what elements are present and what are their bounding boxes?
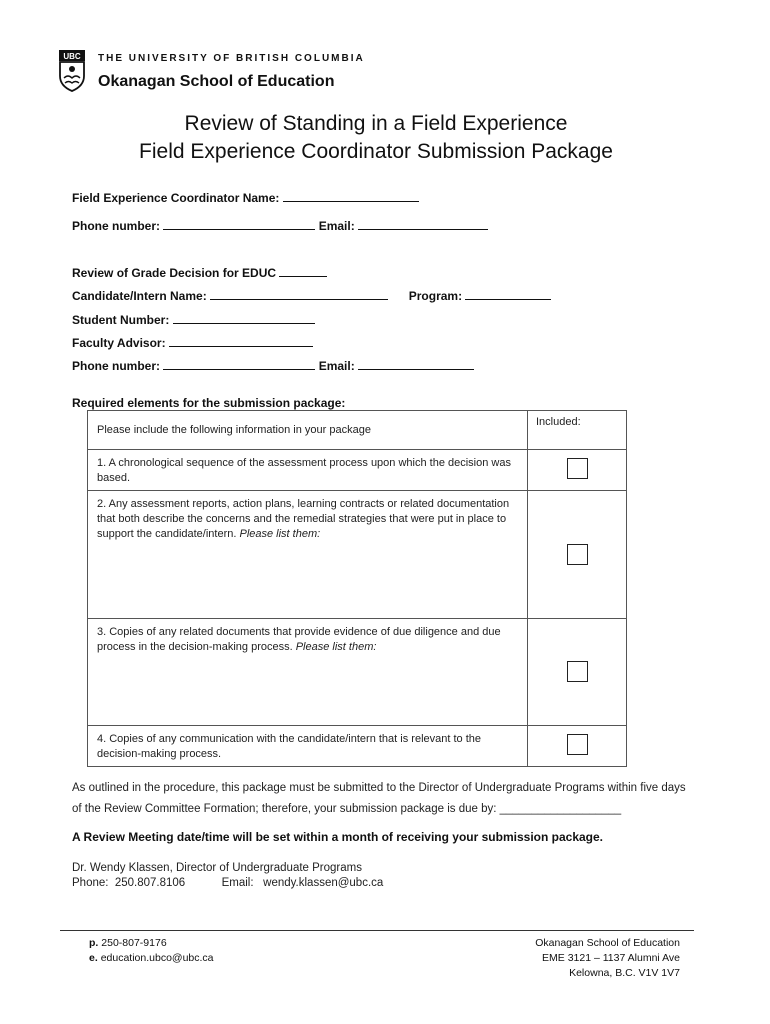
page-title: Review of Standing in a Field Experience [184,112,568,135]
table-row [88,491,627,619]
svg-text:UBC: UBC [63,52,81,61]
coordinator-phone-row [72,217,488,233]
included-checkbox-1[interactable] [567,458,588,479]
candidate-name-label: Candidate/Intern Name: [72,289,207,303]
advisor-phone-label: Phone number: [72,359,161,373]
grade-decision-row [72,264,327,280]
address-line-1: Okanagan School of Education [535,937,680,949]
included-column-header: Included: [528,411,627,450]
school-name: Okanagan School of Education [98,73,335,90]
item-text: 2. Any assessment reports, action plans, learning contracts or related documentation that both describe the concerns and the remedial strategies that were put in place to support the candidate/intern. Please list them: [88,491,528,619]
advisor-email-field[interactable] [358,357,474,370]
grade-decision-label: Review of Grade Decision for EDUC [72,266,277,280]
footer-phone: 250-807-9176 [101,937,167,949]
included-checkbox-2[interactable] [567,544,588,565]
advisor-phone-field[interactable] [163,357,315,370]
student-number-field[interactable] [173,311,315,324]
program-field[interactable] [465,287,551,300]
required-elements-table [87,410,627,767]
coordinator-name-field[interactable] [283,189,419,202]
director-phone-label: Phone: [72,877,109,889]
item-text: 3. Copies of any related documents that provide evidence of due diligence and due process in the decision-making process. Please list them: [88,619,528,726]
coordinator-email-field[interactable] [358,217,488,230]
required-elements-heading: Required elements for the submission package: [72,396,346,410]
candidate-row [72,287,551,303]
footer-email[interactable]: education.ubco@ubc.ca [100,952,214,964]
advisor-phone-row [72,357,474,373]
director-contact [72,861,383,891]
director-phone: 250.807.8106 [114,877,186,889]
director-email[interactable]: wendy.klassen@ubc.ca [263,877,384,889]
included-checkbox-3[interactable] [567,661,588,682]
faculty-advisor-field[interactable] [169,334,313,347]
ubc-crest-logo [59,50,85,92]
page-subtitle: Field Experience Coordinator Submission Package [139,140,613,163]
submission-note: As outlined in the procedure, this package must be submitted to the Director of Undergraduate Programs within five days of the Review Committee Formation; therefore, your submission package is due by: ___________________ [72,782,686,815]
table-row [88,726,627,767]
table-row [88,450,627,491]
coordinator-email-label: Email: [318,219,355,233]
footer-contact [89,936,214,966]
address-line-3: Kelowna, B.C. V1V 1V7 [569,967,680,979]
review-meeting-notice: A Review Meeting date/time will be set within a month of receiving your submission package. [72,830,604,844]
director-email-label: Email: [221,877,254,889]
candidate-name-field[interactable] [210,287,388,300]
footer-address [470,936,680,981]
program-label: Program: [408,289,463,303]
info-column-header: Please include the following information in your package [88,411,528,450]
table-row [88,619,627,726]
student-number-row [72,311,315,327]
coordinator-phone-field[interactable] [163,217,315,230]
educ-course-field[interactable] [279,264,327,277]
student-number-label: Student Number: [72,313,170,327]
phone-prefix: p. [89,937,99,949]
advisor-email-label: Email: [318,359,355,373]
table-header-row [88,411,627,450]
coordinator-phone-label: Phone number: [72,219,161,233]
coordinator-name-row [72,189,419,205]
coordinator-name-label: Field Experience Coordinator Name: [72,191,280,205]
university-name: THE UNIVERSITY OF BRITISH COLUMBIA [98,53,365,64]
footer-divider [60,930,694,931]
email-prefix: e. [89,952,98,964]
included-checkbox-4[interactable] [567,734,588,755]
item-text: 4. Copies of any communication with the candidate/intern that is relevant to the decision-making process. [88,726,528,767]
item-text: 1. A chronological sequence of the assessment process upon which the decision was based. [88,450,528,491]
faculty-advisor-label: Faculty Advisor: [72,336,166,350]
address-line-2: EME 3121 – 1137 Alumni Ave [542,952,680,964]
faculty-advisor-row [72,334,313,350]
director-name: Dr. Wendy Klassen, Director of Undergraduate Programs [72,862,362,874]
